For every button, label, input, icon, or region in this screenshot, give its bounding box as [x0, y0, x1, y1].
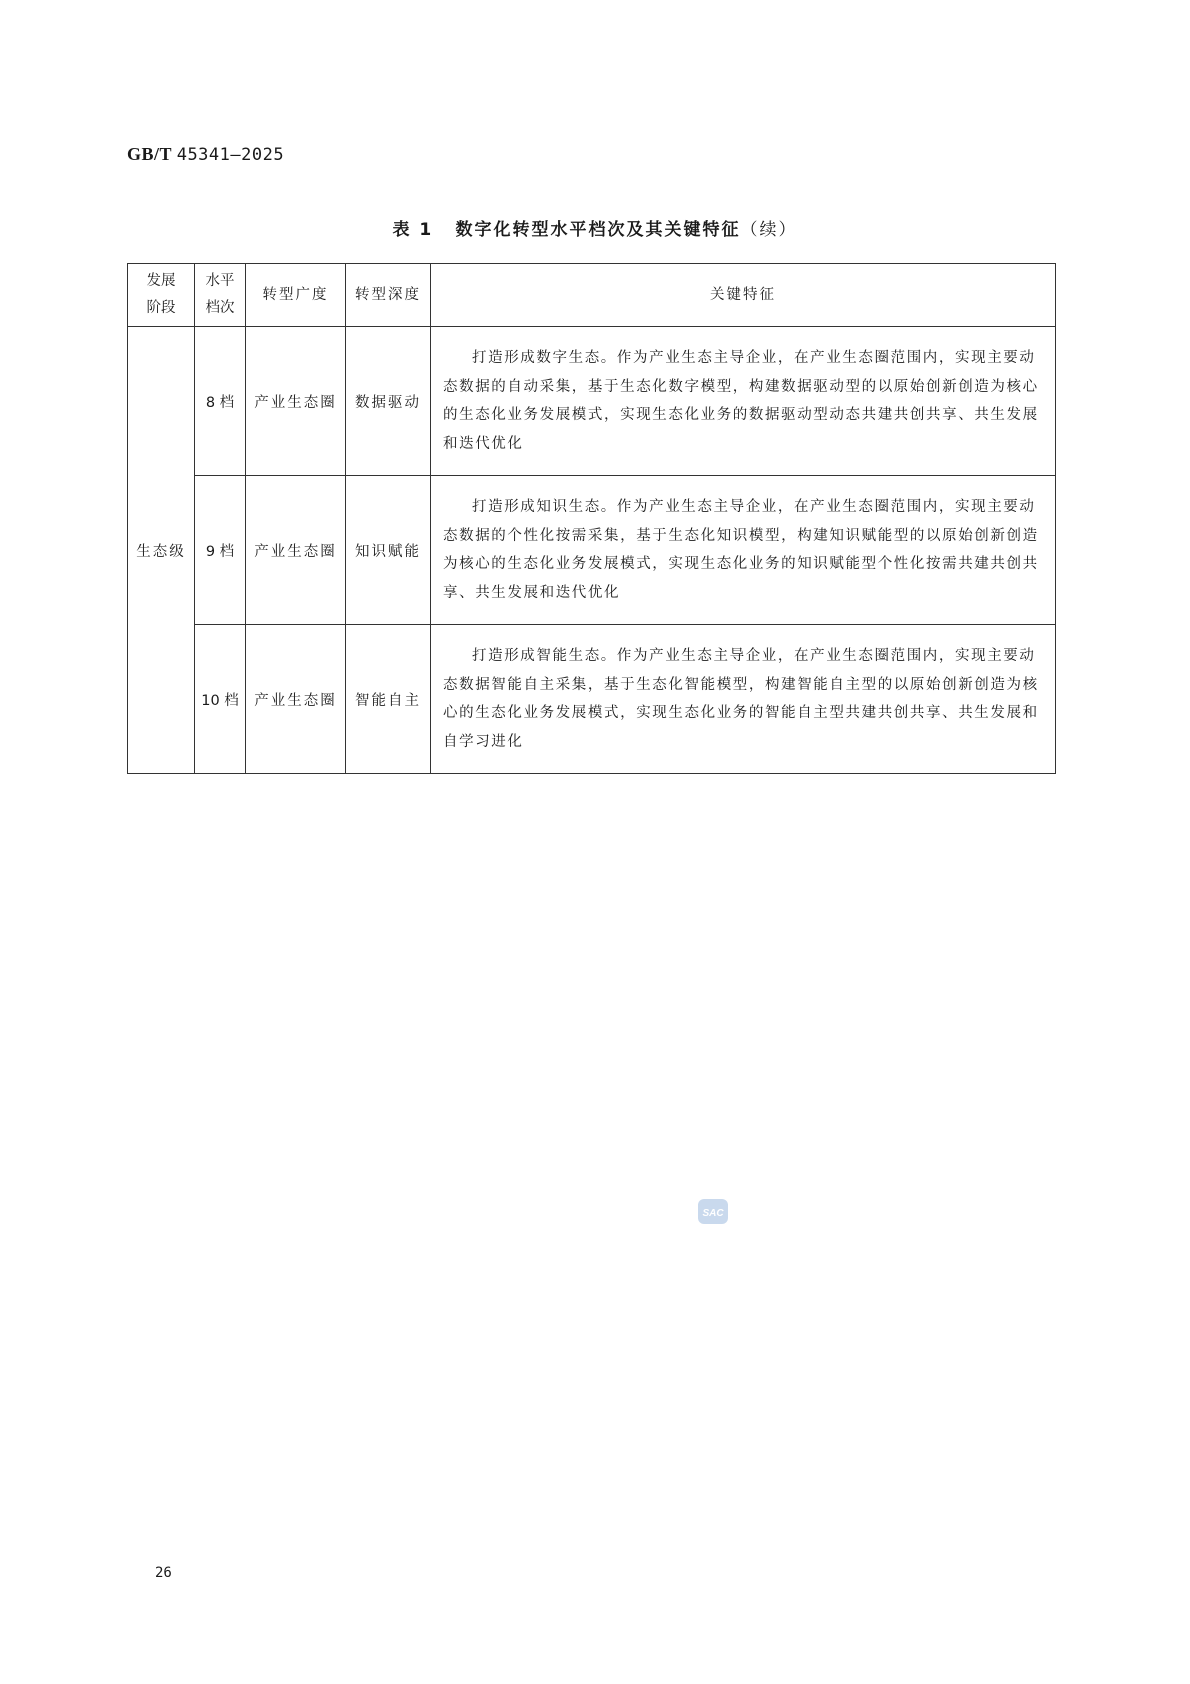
depth-cell: 智能自主: [346, 625, 431, 774]
depth-cell: 知识赋能: [346, 476, 431, 625]
breadth-cell: 产业生态圈: [246, 476, 346, 625]
caption-title: 数字化转型水平档次及其关键特征: [455, 220, 741, 240]
table-row: [128, 327, 1056, 476]
table-caption: [0, 215, 1190, 240]
level-cell: 8 档: [195, 327, 246, 476]
col-header-stage: 发展阶段: [128, 264, 195, 327]
level-cell: 9 档: [195, 476, 246, 625]
breadth-cell: 产业生态圈: [246, 625, 346, 774]
sac-watermark-logo: [697, 1198, 729, 1225]
col-header-depth: 转型深度: [346, 264, 431, 327]
caption-label: 表 1: [392, 220, 434, 240]
feature-cell: 打造形成智能生态。作为产业生态主导企业，在产业生态圈范围内，实现主要动态数据智能自主采集，基于生态化智能模型，构建智能自主型的以原始创新创造为核心的生态化业务发展模式，实现生态化业务的智能自主型共建共创共享、共生发展和自学习进化: [431, 625, 1056, 774]
col-header-breadth: 转型广度: [246, 264, 346, 327]
sac-logo-text: SAC: [702, 1208, 724, 1219]
feature-cell: 打造形成知识生态。作为产业生态主导企业，在产业生态圈范围内，实现主要动态数据的个性化按需采集，基于生态化知识模型，构建知识赋能型的以原始创新创造为核心的生态化业务发展模式，实现生态化业务的知识赋能型个性化按需共建共创共享、共生发展和迭代优化: [431, 476, 1056, 625]
col-header-features: 关键特征: [431, 264, 1056, 327]
depth-cell: 数据驱动: [346, 327, 431, 476]
feature-cell: 打造形成数字生态。作为产业生态主导企业，在产业生态圈范围内，实现主要动态数据的自动采集，基于生态化数字模型，构建数据驱动型的以原始创新创造为核心的生态化业务发展模式，实现生态化业务的数据驱动型动态共建共创共享、共生发展和迭代优化: [431, 327, 1056, 476]
standard-prefix: GB/T: [127, 144, 172, 164]
page-number: 26: [155, 1565, 172, 1581]
stage-cell: 生态级: [128, 327, 195, 774]
level-cell: 10 档: [195, 625, 246, 774]
breadth-cell: 产业生态圈: [246, 327, 346, 476]
caption-suffix: （续）: [740, 220, 798, 240]
standard-number: [127, 144, 284, 165]
table-header-row: [128, 264, 1056, 327]
standard-code: 45341—2025: [176, 145, 285, 165]
table-row: [128, 625, 1056, 774]
table-row: [128, 476, 1056, 625]
col-header-level: 水平档次: [195, 264, 246, 327]
feature-table: [127, 263, 1056, 774]
